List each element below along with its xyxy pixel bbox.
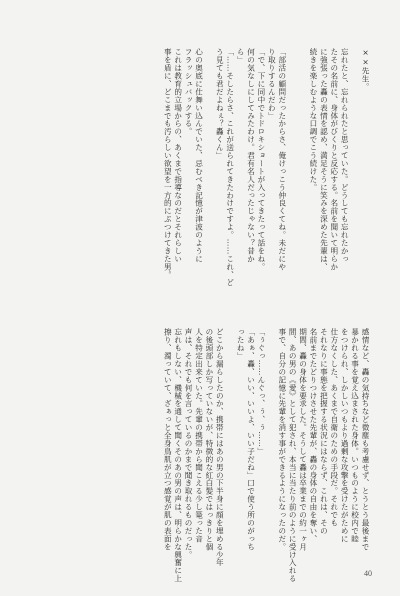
lower-text-line: 「ぅぐっ……んぐっ、ぅ、ぅ……」: [256, 328, 266, 456]
upper-text-line: 続きを楽しむような口調でこう続けた。: [308, 48, 318, 192]
lower-text-line: [224, 328, 234, 560]
lower-text-line: 声は、それでも何を言っているのかまで聞き取れるものだった。: [184, 328, 194, 559]
upper-text-line: 事を盾に、どこまでも汚らしい欲望を一方的にぶつけてきた男。: [163, 48, 173, 279]
lower-text-line: 人を特定出来ていた。先輩の携帯から聞こえる少し篭った音: [194, 328, 204, 543]
lower-text-line: 間、あの男の《愛》として犯され、本当に当たり前のように受け入れる: [288, 328, 298, 583]
lower-text-line: 期間、轟の身体を要求した。そうして轟は卒業までの約一ヶ月: [298, 328, 308, 551]
lower-text-line: どこから漏らしたのか、携帯にはあの男の下半身に顔を埋める少年: [215, 328, 225, 567]
lower-text-line: それなりに事態を把握する状況にはならず、これは、その: [319, 328, 329, 535]
upper-text-line: 「で、下に同中でトドロキショートが入ってきたって話をね。: [256, 48, 266, 271]
upper-text-line: 心の奥底に仕舞い込んでいた、忌むべき記憶が津波のように: [194, 48, 204, 263]
lower-text-line: ったね」: [236, 328, 246, 360]
upper-text-line: これは教育的立場からの、あくまで指導なのだとそれらしい: [173, 48, 183, 263]
upper-text-line: 忘れたと、忘れられたと思っていた。どうしても忘れたかっ: [340, 48, 350, 263]
upper-text-line: [349, 48, 359, 320]
lower-text-line: [266, 328, 276, 560]
upper-text-line: たその名前に、身体がびくりと反応する。名前を聞いて明らか: [329, 48, 339, 271]
upper-text-line: 何の気なしにしてみたわけ。君有名人だったじゃない？昔か: [246, 48, 256, 263]
lower-text-line: の後頭部しか写っていないが、特徴的な紅白髪ではっきりと個: [204, 328, 214, 551]
lower-text-line: 暴かれる事を覚え込まされた身体。いつものように校内で睦: [350, 328, 360, 543]
upper-text-line: [297, 48, 307, 320]
upper-text-line: う見ても君だよねぇ？轟くん」: [215, 48, 225, 160]
lower-text-line: 事で、自分の記憶に先輩を消す事ができるようになったのだ。: [277, 328, 287, 551]
upper-text-line: 「部活の顧問だったからさ、俺けっこう仲良くてね。未だにや: [277, 48, 287, 271]
page-number: 40: [364, 569, 372, 578]
lower-text-line: 「あぁ、轟、いい、いいよ、いい子だね」口で使う所のがっち: [246, 328, 256, 551]
upper-text-line: フラッシュバックする。: [184, 48, 194, 136]
upper-text-line: ら」: [236, 48, 246, 64]
upper-text-line: ××先生。: [361, 48, 370, 91]
upper-text-line: り取りするんだわ」: [267, 48, 277, 120]
lower-text-line: 擦り、濁っていて、ざぁっと全身鳥肌が立つ感覚が肌の表面を: [163, 328, 173, 551]
upper-text-line: 「……そしたらさ、これが送られてきたわけですよ。……これ、ど: [225, 48, 235, 287]
upper-text-line: [204, 48, 214, 320]
lower-text-line: 名前までたどりつけさせた先輩が、轟の身体の自由を奪い、: [308, 328, 318, 543]
upper-text-line: に強張った轟の表情を認め、満足そうに笑みを深めた先輩は、: [319, 48, 329, 271]
lower-text-line: 仕方なくした、あくまで自衛のための手段だ。それでも: [329, 328, 339, 527]
lower-text-line: をつけられ、しかしいつもより過剰な攻撃を受けたがために: [340, 328, 350, 543]
lower-text-line: 忘れもしない、機械を通して聞くそのあの男の声は、明らかな興奮に上: [173, 328, 183, 583]
upper-text-line: [287, 48, 297, 320]
upper-text-block: [162, 48, 370, 320]
lower-text-line: 感情など、轟の気持ちなど微塵も考慮せず、とうとう最後まで: [361, 328, 370, 551]
